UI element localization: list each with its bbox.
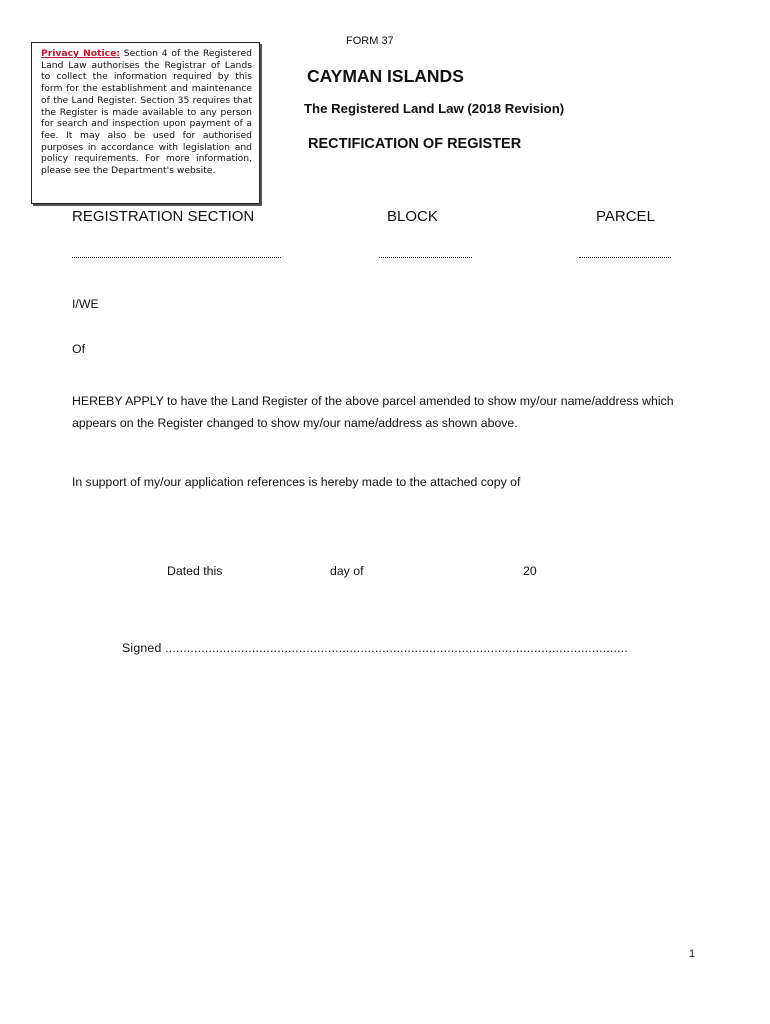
registration-section-label: REGISTRATION SECTION xyxy=(72,208,255,225)
support-statement: In support of my/our application references is hereby made to the attached copy of xyxy=(72,475,521,489)
block-field[interactable] xyxy=(379,257,472,258)
privacy-notice-text xyxy=(41,48,252,177)
parcel-field[interactable] xyxy=(579,257,671,258)
privacy-notice-body: Section 4 of the Registered Land Law authorises the Registrar of Lands to collect the information required by this form for the establishment and maintenance of the Land Register. Section 35 requires that the Register is made available to any person for search and inspection upon payment of a fee. It may also be used for authorised purposes in accordance with legislation and policy requirements. For more information, please see the Department's website. xyxy=(41,48,252,177)
apply-line-1: HEREBY APPLY to have the Land Register of the above parcel amended to show my/our name/address which xyxy=(72,394,674,408)
signature-line[interactable]: Signed ................................................................................................................................ xyxy=(122,641,629,655)
registration-section-field[interactable] xyxy=(72,257,281,258)
document-title: RECTIFICATION OF REGISTER xyxy=(308,136,522,152)
iwe-label: I/WE xyxy=(72,297,99,311)
page-number: 1 xyxy=(689,948,696,960)
form-number: FORM 37 xyxy=(346,35,394,47)
block-label: BLOCK xyxy=(387,208,438,225)
day-of-label: day of xyxy=(330,564,364,578)
apply-line-2: appears on the Register changed to show my/our name/address as shown above. xyxy=(72,416,518,430)
country-heading: CAYMAN ISLANDS xyxy=(307,66,464,86)
year-prefix: 20 xyxy=(523,564,537,578)
of-label: Of xyxy=(72,342,85,356)
dated-this-label: Dated this xyxy=(167,564,223,578)
privacy-notice-heading: Privacy Notice: xyxy=(41,48,120,59)
law-heading: The Registered Land Law (2018 Revision) xyxy=(304,101,565,116)
privacy-notice-box xyxy=(31,42,260,204)
parcel-label: PARCEL xyxy=(596,208,655,225)
